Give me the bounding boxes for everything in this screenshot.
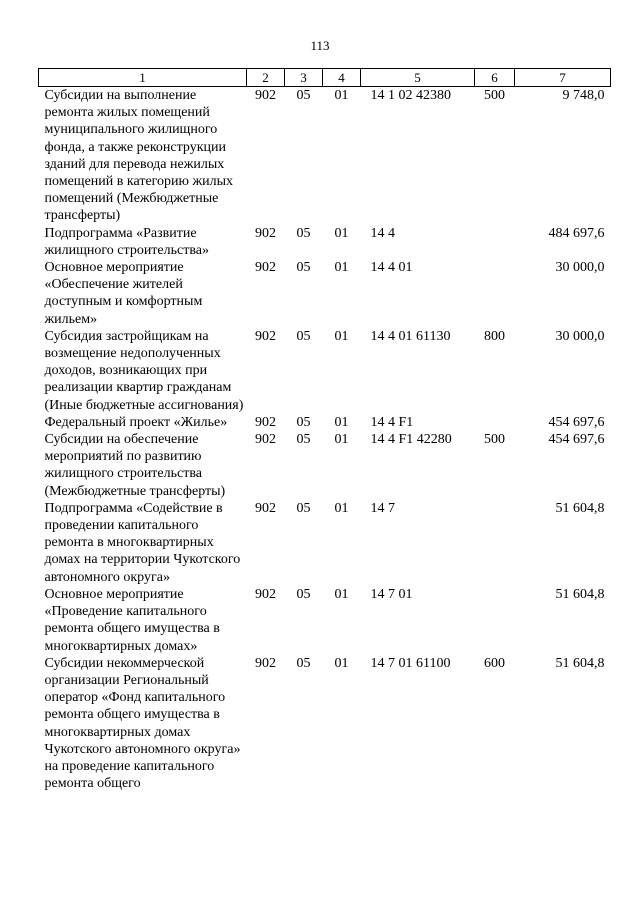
- row-grbs: 902: [255, 88, 276, 103]
- row-target-article: 14 1 02 42380: [370, 88, 451, 103]
- row-expense-type: [475, 414, 515, 431]
- row-expense-type: 800: [484, 328, 505, 344]
- row-grbs: 902: [255, 500, 276, 516]
- table-row: [39, 586, 611, 655]
- table-row: [39, 655, 611, 793]
- row-name: Основное мероприятие «Проведение капитального ремонта общего имущества в многоквартирных домах»: [44, 586, 220, 654]
- header-col-2: 2: [247, 69, 285, 87]
- row-target-article: 14 4 01 61130: [370, 328, 451, 344]
- row-amount: 30 000,0: [555, 328, 605, 344]
- header-col-6: 6: [475, 69, 515, 87]
- table-row: [39, 431, 611, 500]
- table-row: [39, 87, 611, 225]
- row-grbs: 902: [255, 260, 276, 276]
- row-amount: 51 604,8: [555, 655, 605, 671]
- row-target-article: 14 4 01: [370, 260, 413, 276]
- row-expense-type: 600: [484, 655, 505, 671]
- table-row: [39, 259, 611, 328]
- table-row: [39, 225, 611, 259]
- row-target-article: 14 7: [370, 500, 395, 516]
- row-grbs: 902: [255, 586, 276, 602]
- row-expense-type: 500: [484, 432, 505, 448]
- row-section: 05: [296, 88, 311, 103]
- table-row: [39, 328, 611, 414]
- row-amount: 484 697,6: [548, 225, 605, 241]
- header-col-4: 4: [323, 69, 361, 87]
- table-header: [39, 69, 611, 87]
- table-row: [39, 500, 611, 586]
- row-section: 05: [296, 225, 311, 241]
- row-subsection: 01: [334, 260, 349, 276]
- row-amount: 454 697,6: [548, 432, 605, 448]
- row-expense-type: [475, 586, 515, 655]
- row-grbs: 902: [255, 655, 276, 671]
- row-name: Субсидии на выполнение ремонта жилых помещений муниципального жилищного фонда, а также реконструкции зданий для перевода нежилых помещений в категорию жилых помещений (Межбюджетные трансферты): [44, 88, 234, 224]
- row-section: 05: [296, 500, 311, 516]
- row-expense-type: [475, 225, 515, 259]
- row-amount: 30 000,0: [555, 260, 605, 276]
- table-body: [39, 87, 611, 793]
- row-name: Субсидии некоммерческой организации Региональный оператор «Фонд капитального ремонта общего имущества в многоквартирных домах Чукотского автономного округа» на проведение капитального ремонта общего: [44, 655, 241, 792]
- budget-table: [38, 68, 611, 792]
- row-section: 05: [296, 414, 311, 430]
- row-amount: 51 604,8: [555, 586, 605, 602]
- row-name: Федеральный проект «Жилье»: [44, 414, 228, 430]
- row-name: Подпрограмма «Содействие в проведении капитального ремонта в многоквартирных домах на территории Чукотского автономного округа»: [44, 500, 241, 585]
- row-subsection: 01: [334, 328, 349, 344]
- row-subsection: 01: [334, 586, 349, 602]
- row-expense-type: [475, 500, 515, 586]
- row-grbs: 902: [255, 432, 276, 448]
- row-section: 05: [296, 260, 311, 276]
- page-number: 113: [310, 38, 330, 53]
- row-name: Основное мероприятие «Обеспечение жителей доступным и комфортным жильем»: [44, 260, 203, 327]
- table-row: [39, 414, 611, 431]
- row-target-article: 14 4: [370, 225, 395, 241]
- row-name: Субсидия застройщикам на возмещение недополученных доходов, возникающих при реализации квартир гражданам (Иные бюджетные ассигнования): [44, 328, 244, 413]
- row-subsection: 01: [334, 432, 349, 448]
- row-target-article: 14 7 01: [370, 586, 413, 602]
- row-target-article: 14 4 F1: [370, 414, 414, 430]
- row-name: Субсидии на обеспечение мероприятий по развитию жилищного строительства (Межбюджетные трансферты): [44, 432, 226, 499]
- row-target-article: 14 4 F1 42280: [370, 432, 452, 448]
- row-subsection: 01: [334, 500, 349, 516]
- header-col-3: 3: [285, 69, 323, 87]
- row-grbs: 902: [255, 328, 276, 344]
- row-section: 05: [296, 432, 311, 448]
- row-subsection: 01: [334, 88, 349, 103]
- row-section: 05: [296, 586, 311, 602]
- row-amount: 51 604,8: [555, 500, 605, 516]
- row-name: Подпрограмма «Развитие жилищного строительства»: [44, 225, 209, 258]
- row-grbs: 902: [255, 225, 276, 241]
- header-col-7: 7: [515, 69, 611, 87]
- row-section: 05: [296, 655, 311, 671]
- row-subsection: 01: [334, 225, 349, 241]
- row-target-article: 14 7 01 61100: [370, 655, 451, 671]
- row-section: 05: [296, 328, 311, 344]
- header-col-5: 5: [361, 69, 475, 87]
- header-col-1: 1: [39, 69, 247, 87]
- row-amount: 454 697,6: [548, 414, 605, 430]
- row-subsection: 01: [334, 414, 349, 430]
- row-expense-type: 500: [484, 88, 505, 103]
- row-grbs: 902: [255, 414, 276, 430]
- row-subsection: 01: [334, 655, 349, 671]
- row-expense-type: [475, 259, 515, 328]
- header-row: [39, 69, 611, 87]
- row-amount: 9 748,0: [562, 88, 605, 103]
